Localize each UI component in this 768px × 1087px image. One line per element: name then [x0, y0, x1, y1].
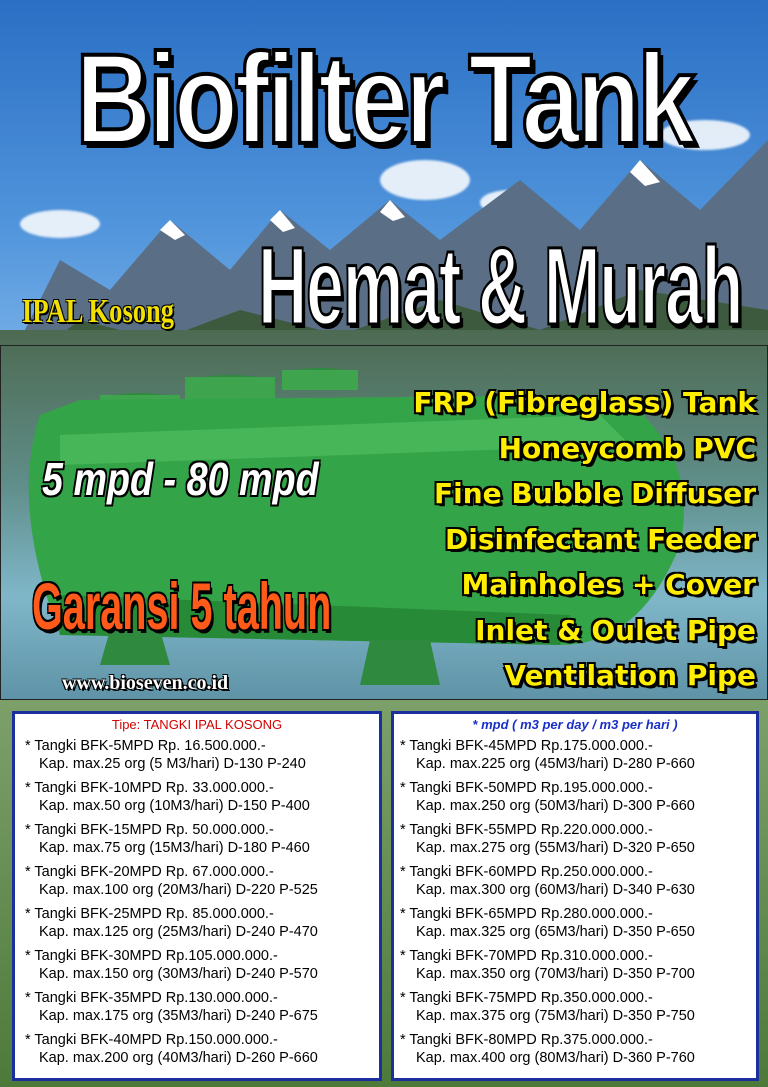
- price-item: [15, 821, 379, 863]
- price-item-model: * Tangki BFK-25MPD Rp. 85.000.000.-: [25, 906, 274, 922]
- price-item-model: * Tangki BFK-40MPD Rp.150.000.000.-: [25, 1032, 278, 1048]
- price-item: [15, 1031, 379, 1073]
- price-item-spec: Kap. max.350 org (70M3/hari) D-350 P-700: [416, 966, 695, 982]
- price-item-spec: Kap. max.275 org (55M3/hari) D-320 P-650: [416, 840, 695, 856]
- feature-item: Mainholes + Cover: [461, 568, 756, 601]
- price-item-model: * Tangki BFK-20MPD Rp. 67.000.000.-: [25, 864, 274, 880]
- price-item: [15, 947, 379, 989]
- price-item-spec: Kap. max.50 org (10M3/hari) D-150 P-400: [39, 798, 310, 814]
- price-item: [394, 905, 756, 947]
- feature-item: Inlet & Oulet Pipe: [475, 613, 756, 647]
- warranty-label: Garansi 5 tahun: [32, 569, 332, 643]
- price-item-model: * Tangki BFK-45MPD Rp.175.000.000.-: [400, 738, 653, 754]
- price-item-spec: Kap. max.250 org (50M3/hari) D-300 P-660: [416, 798, 695, 814]
- price-item-spec: Kap. max.200 org (40M3/hari) D-260 P-660: [39, 1050, 318, 1066]
- feature-item: Ventilation Pipe: [504, 659, 756, 692]
- price-item-model: * Tangki BFK-60MPD Rp.250.000.000.-: [400, 864, 653, 880]
- price-item-model: * Tangki BFK-80MPD Rp.375.000.000.-: [400, 1032, 653, 1048]
- price-item-spec: Kap. max.25 org (5 M3/hari) D-130 P-240: [39, 756, 306, 772]
- price-item-model: * Tangki BFK-10MPD Rp. 33.000.000.-: [25, 780, 274, 796]
- price-item: [394, 863, 756, 905]
- price-item: [394, 989, 756, 1031]
- price-item: [394, 947, 756, 989]
- price-panel-left: [12, 711, 382, 1081]
- price-item-spec: Kap. max.125 org (25M3/hari) D-240 P-470: [39, 924, 318, 940]
- poster-title: Biofilter Tank: [75, 28, 693, 171]
- price-panel-right: [391, 711, 759, 1081]
- price-item-spec: Kap. max.100 org (20M3/hari) D-220 P-525: [39, 882, 318, 898]
- price-item: [15, 737, 379, 779]
- ipal-label: IPAL Kosong: [22, 293, 175, 330]
- price-item: [394, 779, 756, 821]
- poster-subtitle: Hemat & Murah: [258, 225, 743, 348]
- website-link[interactable]: www.bioseven.co.id: [62, 672, 229, 694]
- price-item: [15, 863, 379, 905]
- price-item-spec: Kap. max.150 org (30M3/hari) D-240 P-570: [39, 966, 318, 982]
- feature-item: Honeycomb PVC: [498, 431, 756, 465]
- price-item-model: * Tangki BFK-55MPD Rp.220.000.000.-: [400, 822, 653, 838]
- price-item-spec: Kap. max.325 org (65M3/hari) D-350 P-650: [416, 924, 695, 940]
- price-item-model: * Tangki BFK-30MPD Rp.105.000.000.-: [25, 948, 278, 964]
- panel-header: Tipe: TANGKI IPAL KOSONG: [111, 717, 283, 732]
- price-item-spec: Kap. max.175 org (35M3/hari) D-240 P-675: [39, 1008, 318, 1024]
- price-item-model: * Tangki BFK-15MPD Rp. 50.000.000.-: [25, 822, 274, 838]
- price-item: [394, 737, 756, 779]
- price-item: [15, 989, 379, 1031]
- price-item-spec: Kap. max.75 org (15M3/hari) D-180 P-460: [39, 840, 310, 856]
- feature-item: Fine Bubble Diffuser: [433, 477, 756, 510]
- feature-item: Disinfectant Feeder: [445, 522, 756, 556]
- price-item-model: * Tangki BFK-50MPD Rp.195.000.000.-: [400, 780, 653, 796]
- price-item-model: * Tangki BFK-75MPD Rp.350.000.000.-: [400, 990, 653, 1006]
- price-item-spec: Kap. max.225 org (45M3/hari) D-280 P-660: [416, 756, 695, 772]
- price-item-spec: Kap. max.400 org (80M3/hari) D-360 P-760: [416, 1050, 695, 1066]
- price-item: [15, 905, 379, 947]
- price-item-spec: Kap. max.300 org (60M3/hari) D-340 P-630: [416, 882, 695, 898]
- price-item-model: * Tangki BFK-35MPD Rp.130.000.000.-: [25, 990, 278, 1006]
- price-item: [394, 821, 756, 863]
- price-item-model: * Tangki BFK-70MPD Rp.310.000.000.-: [400, 948, 653, 964]
- feature-item: FRP (Fibreglass) Tank: [413, 386, 756, 419]
- price-item: [394, 1031, 756, 1073]
- price-item-model: * Tangki BFK-5MPD Rp. 16.500.000.-: [25, 738, 266, 754]
- panel-header: * mpd ( m3 per day / m3 per hari ): [472, 717, 678, 732]
- feature-list: [413, 380, 756, 699]
- price-item-spec: Kap. max.375 org (75M3/hari) D-350 P-750: [416, 1008, 695, 1024]
- price-item: [15, 779, 379, 821]
- capacity-range: 5 mpd - 80 mpd: [42, 453, 319, 505]
- price-item-model: * Tangki BFK-65MPD Rp.280.000.000.-: [400, 906, 653, 922]
